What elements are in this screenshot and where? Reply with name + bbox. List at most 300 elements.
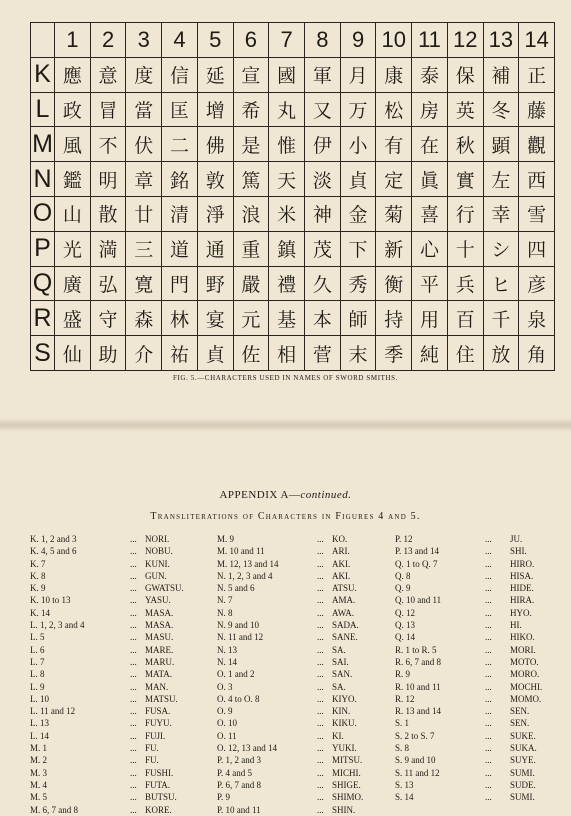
kanji-cell: 廣 [55, 267, 91, 302]
entry-leader-dots: ... [485, 693, 492, 704]
entry-reference: S. 8 [395, 743, 410, 754]
kanji-cell: 希 [234, 93, 270, 128]
kanji-cell: 本 [305, 301, 341, 336]
kanji-cell: 秀 [341, 267, 377, 302]
entry-leader-dots: ... [485, 755, 492, 766]
transliteration-entry [395, 779, 560, 791]
kanji-cell: 有 [376, 127, 412, 162]
entry-reference: Q. 13 [395, 620, 415, 631]
entry-leader-dots: ... [485, 706, 492, 717]
entry-reference: P. 13 and 14 [395, 546, 440, 557]
kanji-cell: 山 [55, 197, 91, 232]
entry-transliteration: HIKO. [510, 632, 535, 643]
appendix-subtitle: Transliterations of Characters in Figures 4 and 5. [150, 511, 421, 522]
entry-leader-dots: ... [130, 656, 137, 667]
entry-leader-dots: ... [485, 743, 492, 754]
kanji-cell: 補 [484, 58, 520, 93]
entry-transliteration: SANE. [332, 632, 358, 643]
entry-transliteration: ARI. [332, 546, 350, 557]
transliteration-entry [395, 644, 560, 656]
transliteration-entry [395, 607, 560, 619]
kanji-cell: 秋 [448, 127, 484, 162]
entry-reference: M. 10 and 11 [217, 546, 265, 557]
entry-leader-dots: ... [485, 681, 492, 692]
entry-transliteration: SHI. [510, 546, 527, 557]
entry-leader-dots: ... [317, 693, 324, 704]
entry-transliteration: SUYE. [510, 755, 536, 766]
entry-leader-dots: ... [317, 730, 324, 741]
entry-leader-dots: ... [130, 570, 137, 581]
transliteration-entry [395, 594, 560, 606]
kanji-cell: 是 [234, 127, 270, 162]
entry-reference: Q. 1 to Q. 7 [395, 558, 438, 569]
entry-reference: S. 2 to S. 7 [395, 730, 435, 741]
transliteration-entry [30, 570, 200, 582]
entry-leader-dots: ... [130, 755, 137, 766]
entry-leader-dots: ... [485, 767, 492, 778]
transliteration-entry [217, 570, 387, 582]
entry-reference: M. 6, 7 and 8 [30, 804, 78, 815]
entry-leader-dots: ... [130, 546, 137, 557]
entry-leader-dots: ... [485, 656, 492, 667]
entry-transliteration: SUKE. [510, 730, 536, 741]
transliteration-entry [395, 582, 560, 594]
entry-transliteration: SEN. [510, 706, 530, 717]
entry-transliteration: MASA. [145, 620, 174, 631]
kanji-cell: 十 [448, 232, 484, 267]
entry-reference: S. 14 [395, 792, 414, 803]
transliteration-entry [30, 668, 200, 680]
transliteration-entry [395, 705, 560, 717]
kanji-cell: 不 [91, 127, 127, 162]
entry-leader-dots: ... [317, 607, 324, 618]
entry-leader-dots: ... [130, 632, 137, 643]
entry-leader-dots: ... [317, 767, 324, 778]
entry-transliteration: HI. [510, 620, 522, 631]
kanji-cell: 泉 [519, 301, 555, 336]
kanji-cell: 淡 [305, 162, 341, 197]
entry-reference: L. 13 [30, 718, 49, 729]
entry-leader-dots: ... [317, 595, 324, 606]
entry-leader-dots: ... [485, 595, 492, 606]
entry-transliteration: HIRA. [510, 595, 535, 606]
kanji-cell: 清 [162, 197, 198, 232]
grid-corner-cell [31, 23, 55, 58]
transliteration-entry [217, 791, 387, 803]
entry-transliteration: SUKA. [510, 743, 537, 754]
kanji-cell: 伏 [126, 127, 162, 162]
entry-leader-dots: ... [317, 546, 324, 557]
transliteration-entry [217, 594, 387, 606]
kanji-cell: 通 [198, 232, 234, 267]
entry-reference: P. 1, 2 and 3 [217, 755, 262, 766]
kanji-cell: 鎮 [269, 232, 305, 267]
kanji-cell: 嚴 [234, 267, 270, 302]
kanji-cell: 幸 [484, 197, 520, 232]
transliteration-entry [30, 631, 200, 643]
kanji-cell: 信 [162, 58, 198, 93]
entry-leader-dots: ... [130, 693, 137, 704]
page-fold [0, 418, 571, 432]
kanji-cell: 篤 [234, 162, 270, 197]
entry-reference: K. 1, 2 and 3 [30, 534, 77, 544]
transliteration-column-2 [217, 533, 387, 816]
kanji-cell: 門 [162, 267, 198, 302]
entry-transliteration: AMA. [332, 595, 356, 606]
entry-transliteration: AKI. [332, 558, 351, 569]
row-letter: O [31, 197, 55, 232]
kanji-cell: 彦 [519, 267, 555, 302]
figure-caption: FIG. 5.—CHARACTERS USED IN NAMES OF SWORD SMITHS. [172, 374, 399, 382]
kanji-cell: 住 [448, 336, 484, 371]
kanji-cell: 守 [91, 301, 127, 336]
column-number: 2 [91, 23, 127, 58]
entry-reference: N. 5 and 6 [217, 583, 255, 594]
entry-transliteration: KIN. [332, 706, 351, 717]
kanji-cell: 重 [234, 232, 270, 267]
kanji-cell: 持 [376, 301, 412, 336]
kanji-cell: 意 [91, 58, 127, 93]
kanji-cell: 光 [55, 232, 91, 267]
entry-reference: O. 11 [217, 730, 237, 741]
entry-transliteration: FUTA. [145, 779, 171, 790]
kanji-cell: ヒ [484, 267, 520, 302]
entry-transliteration: KUNI. [145, 558, 170, 569]
row-letter: N [31, 162, 55, 197]
entry-reference: O. 4 to O. 8 [217, 693, 260, 704]
entry-transliteration: GUN. [145, 570, 167, 581]
kanji-cell: 英 [448, 93, 484, 128]
entry-leader-dots: ... [485, 534, 492, 544]
transliteration-entry [30, 681, 200, 693]
transliteration-entry [395, 791, 560, 803]
entry-reference: M. 1 [30, 743, 48, 754]
transliteration-entry [217, 717, 387, 729]
entry-reference: P. 6, 7 and 8 [217, 779, 262, 790]
entry-reference: O. 12, 13 and 14 [217, 743, 277, 754]
entry-transliteration: NOBU. [145, 546, 173, 557]
kanji-cell: 鑑 [55, 162, 91, 197]
transliteration-entry [395, 619, 560, 631]
entry-leader-dots: ... [317, 534, 324, 544]
kanji-cell: 米 [269, 197, 305, 232]
entry-reference: N. 13 [217, 644, 237, 655]
entry-transliteration: KI. [332, 730, 344, 741]
kanji-cell: 觀 [519, 127, 555, 162]
kanji-cell: 眞 [412, 162, 448, 197]
transliteration-entry [217, 754, 387, 766]
kanji-cell: 下 [341, 232, 377, 267]
kanji-cell: 貞 [198, 336, 234, 371]
entry-transliteration: MORI. [510, 644, 536, 655]
kanji-cell: 風 [55, 127, 91, 162]
kanji-cell: 末 [341, 336, 377, 371]
column-number: 5 [198, 23, 234, 58]
entry-transliteration: MASU. [145, 632, 174, 643]
entry-transliteration: HISA. [510, 570, 534, 581]
kanji-cell: 師 [341, 301, 377, 336]
column-number: 8 [305, 23, 341, 58]
character-grid [30, 22, 555, 371]
column-number: 6 [234, 23, 270, 58]
entry-leader-dots: ... [317, 632, 324, 643]
row-letter: P [31, 232, 55, 267]
entry-reference: R. 9 [395, 669, 411, 680]
kanji-cell: 松 [376, 93, 412, 128]
entry-transliteration: SUDE. [510, 779, 536, 790]
kanji-cell: 二 [162, 127, 198, 162]
kanji-cell: 宣 [234, 58, 270, 93]
kanji-cell: 衡 [376, 267, 412, 302]
transliteration-entry [217, 730, 387, 742]
entry-reference: R. 1 to R. 5 [395, 644, 437, 655]
entry-leader-dots: ... [485, 730, 492, 741]
kanji-cell: 林 [162, 301, 198, 336]
transliteration-entry [30, 742, 200, 754]
column-number: 12 [448, 23, 484, 58]
entry-reference: L. 10 [30, 693, 49, 704]
entry-reference: N. 9 and 10 [217, 620, 259, 631]
transliteration-entry [217, 607, 387, 619]
entry-reference: Q. 10 and 11 [395, 595, 442, 606]
entry-leader-dots: ... [485, 669, 492, 680]
entry-reference: L. 8 [30, 669, 45, 680]
appendix-title [0, 489, 571, 501]
entry-reference: L. 1, 2, 3 and 4 [30, 620, 85, 631]
entry-transliteration: KORE. [145, 804, 172, 815]
entry-leader-dots: ... [317, 718, 324, 729]
entry-leader-dots: ... [317, 681, 324, 692]
entry-transliteration: SHIMO. [332, 792, 364, 803]
kanji-cell: 純 [412, 336, 448, 371]
transliteration-entry [217, 767, 387, 779]
kanji-cell: 菅 [305, 336, 341, 371]
entry-leader-dots: ... [130, 804, 137, 815]
entry-reference: S. 1 [395, 718, 410, 729]
entry-transliteration: NORI. [145, 534, 170, 544]
transliteration-entry [395, 767, 560, 779]
entry-leader-dots: ... [485, 644, 492, 655]
entry-reference: M. 5 [30, 792, 48, 803]
kanji-cell: 明 [91, 162, 127, 197]
kanji-cell: 祐 [162, 336, 198, 371]
entry-transliteration: KO. [332, 534, 348, 544]
entry-transliteration: SA. [332, 681, 346, 692]
kanji-cell: 森 [126, 301, 162, 336]
entry-reference: L. 11 and 12 [30, 706, 76, 717]
column-number: 13 [484, 23, 520, 58]
transliteration-entry [30, 656, 200, 668]
entry-transliteration: FUSHI. [145, 767, 174, 778]
entry-leader-dots: ... [485, 558, 492, 569]
transliteration-entry [217, 631, 387, 643]
transliteration-entry [30, 767, 200, 779]
entry-reference: K. 4, 5 and 6 [30, 546, 77, 557]
kanji-cell: 顕 [484, 127, 520, 162]
entry-leader-dots: ... [130, 706, 137, 717]
entry-transliteration: SEN. [510, 718, 530, 729]
entry-reference: R. 6, 7 and 8 [395, 656, 441, 667]
row-letter: M [31, 127, 55, 162]
entry-leader-dots: ... [130, 620, 137, 631]
kanji-cell: 角 [519, 336, 555, 371]
entry-transliteration: MITSU. [332, 755, 363, 766]
transliteration-entry [217, 804, 387, 816]
entry-transliteration: FU. [145, 755, 159, 766]
entry-leader-dots: ... [317, 570, 324, 581]
transliteration-entry [217, 558, 387, 570]
entry-leader-dots: ... [130, 534, 137, 544]
entry-reference: M. 12, 13 and 14 [217, 558, 279, 569]
entry-leader-dots: ... [317, 669, 324, 680]
entry-reference: S. 9 and 10 [395, 755, 436, 766]
entry-transliteration: ATSU. [332, 583, 357, 594]
entry-transliteration: FU. [145, 743, 159, 754]
kanji-cell: 又 [305, 93, 341, 128]
transliteration-entry [217, 619, 387, 631]
kanji-cell: 冬 [484, 93, 520, 128]
entry-transliteration: FUJI. [145, 730, 166, 741]
entry-leader-dots: ... [130, 792, 137, 803]
entry-reference: M. 3 [30, 767, 48, 778]
kanji-cell: 泰 [412, 58, 448, 93]
transliteration-entry [395, 754, 560, 766]
row-letter: L [31, 93, 55, 128]
kanji-cell: 満 [91, 232, 127, 267]
entry-reference: O. 10 [217, 718, 237, 729]
entry-transliteration: HYO. [510, 607, 532, 618]
kanji-cell: 月 [341, 58, 377, 93]
entry-leader-dots: ... [485, 546, 492, 557]
transliteration-entry [30, 705, 200, 717]
kanji-cell: 實 [448, 162, 484, 197]
kanji-cell: 茂 [305, 232, 341, 267]
transliteration-entry [395, 681, 560, 693]
entry-reference: Q. 14 [395, 632, 415, 643]
entry-transliteration: SADA. [332, 620, 359, 631]
kanji-cell: 冒 [91, 93, 127, 128]
kanji-cell: 新 [376, 232, 412, 267]
entry-transliteration: MASA. [145, 607, 174, 618]
row-letter: S [31, 336, 55, 371]
kanji-cell: 匡 [162, 93, 198, 128]
kanji-cell: 平 [412, 267, 448, 302]
kanji-cell: 國 [269, 58, 305, 93]
transliteration-entry [30, 693, 200, 705]
entry-reference: N. 14 [217, 656, 237, 667]
kanji-cell: 久 [305, 267, 341, 302]
kanji-cell: シ [484, 232, 520, 267]
entry-transliteration: YUKI. [332, 743, 357, 754]
kanji-cell: 保 [448, 58, 484, 93]
kanji-cell: 金 [341, 197, 377, 232]
kanji-cell: 心 [412, 232, 448, 267]
kanji-cell: 應 [55, 58, 91, 93]
transliteration-entry [30, 607, 200, 619]
transliteration-entry [30, 717, 200, 729]
entry-reference: K. 14 [30, 607, 50, 618]
entry-leader-dots: ... [317, 583, 324, 594]
kanji-cell: 貞 [341, 162, 377, 197]
kanji-cell: 定 [376, 162, 412, 197]
entry-transliteration: SAI. [332, 656, 349, 667]
kanji-cell: 万 [341, 93, 377, 128]
row-letter: Q [31, 267, 55, 302]
entry-reference: K. 7 [30, 558, 46, 569]
entry-transliteration: SUMI. [510, 767, 535, 778]
entry-transliteration: KIYO. [332, 693, 357, 704]
entry-transliteration: SHIN. [332, 804, 356, 815]
transliteration-entry [395, 742, 560, 754]
entry-reference: P. 4 and 5 [217, 767, 253, 778]
transliteration-entry [395, 668, 560, 680]
column-number: 11 [412, 23, 448, 58]
kanji-cell: 度 [126, 58, 162, 93]
kanji-cell: 季 [376, 336, 412, 371]
kanji-cell: 淨 [198, 197, 234, 232]
kanji-cell: 介 [126, 336, 162, 371]
transliteration-entry [30, 594, 200, 606]
kanji-cell: 宴 [198, 301, 234, 336]
kanji-cell: 浪 [234, 197, 270, 232]
transliteration-entry [30, 754, 200, 766]
transliteration-entry [217, 742, 387, 754]
entry-transliteration: MOTO. [510, 656, 539, 667]
transliteration-entry [217, 582, 387, 594]
entry-transliteration: MOMO. [510, 693, 542, 704]
kanji-cell: 相 [269, 336, 305, 371]
column-number: 14 [519, 23, 555, 58]
kanji-cell: 左 [484, 162, 520, 197]
kanji-cell: 盛 [55, 301, 91, 336]
kanji-cell: 佐 [234, 336, 270, 371]
kanji-cell: 神 [305, 197, 341, 232]
kanji-cell: 百 [448, 301, 484, 336]
appendix-title-main: APPENDIX A— [219, 489, 301, 501]
entry-transliteration: BUTSU. [145, 792, 177, 803]
entry-transliteration: GWATSU. [145, 583, 184, 594]
kanji-cell: 喜 [412, 197, 448, 232]
kanji-cell: 兵 [448, 267, 484, 302]
entry-reference: L. 7 [30, 656, 45, 667]
entry-reference: M. 9 [217, 534, 235, 544]
entry-leader-dots: ... [317, 743, 324, 754]
entry-reference: O. 9 [217, 706, 233, 717]
transliteration-column-1 [30, 533, 200, 816]
entry-leader-dots: ... [130, 767, 137, 778]
kanji-cell: 增 [198, 93, 234, 128]
entry-reference: R. 13 and 14 [395, 706, 441, 717]
kanji-cell: 敦 [198, 162, 234, 197]
entry-leader-dots: ... [485, 632, 492, 643]
kanji-cell: 正 [519, 58, 555, 93]
column-number: 3 [126, 23, 162, 58]
entry-reference: N. 1, 2, 3 and 4 [217, 570, 273, 581]
entry-transliteration: MICHI. [332, 767, 361, 778]
appendix-title-continued: continued. [300, 489, 352, 501]
entry-reference: O. 1 and 2 [217, 669, 255, 680]
entry-leader-dots: ... [317, 804, 324, 815]
entry-transliteration: HIRO. [510, 558, 535, 569]
kanji-cell: 行 [448, 197, 484, 232]
entry-leader-dots: ... [130, 681, 137, 692]
column-number: 7 [269, 23, 305, 58]
entry-leader-dots: ... [485, 570, 492, 581]
transliteration-entry [217, 693, 387, 705]
kanji-cell: 惟 [269, 127, 305, 162]
kanji-cell: 道 [162, 232, 198, 267]
column-number: 9 [341, 23, 377, 58]
